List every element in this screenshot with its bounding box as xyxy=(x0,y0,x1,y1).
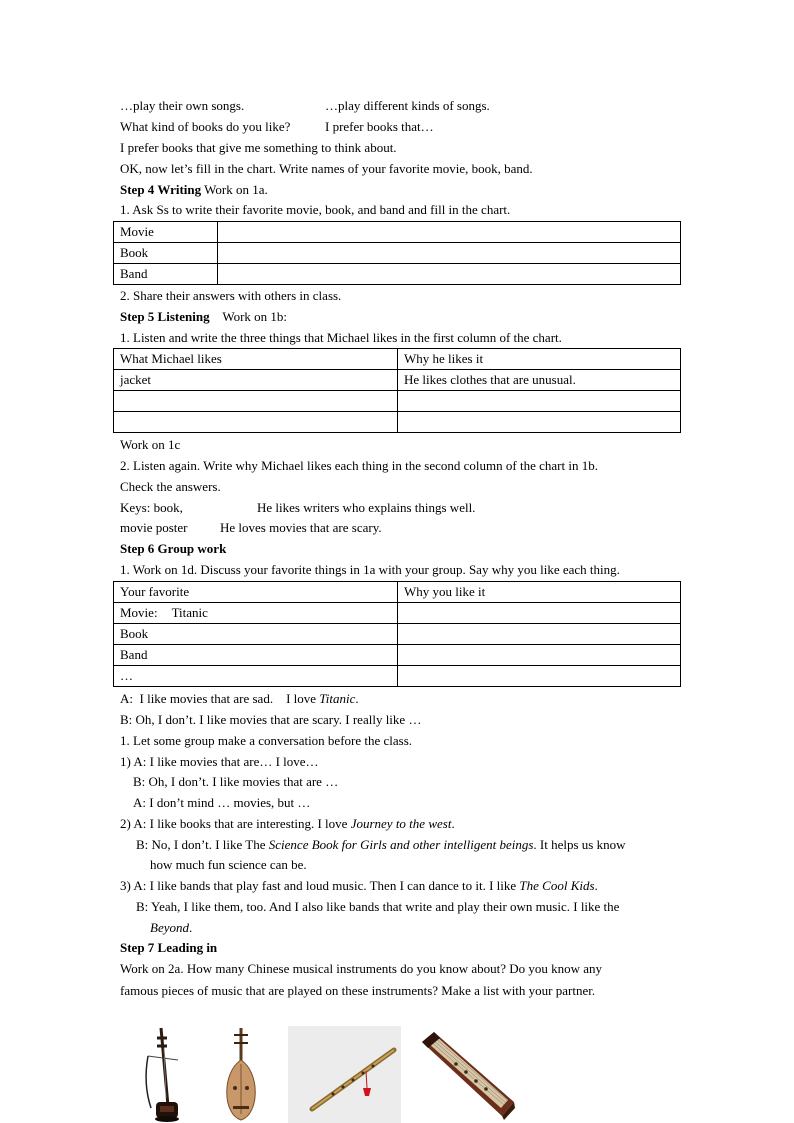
erhu-image xyxy=(134,1026,204,1123)
table-row xyxy=(114,645,681,666)
table-cell: jacket xyxy=(114,370,398,391)
line-prefer-books: I prefer books that give me something to think about. xyxy=(120,140,397,155)
check-answers: Check the answers. xyxy=(120,479,221,494)
conv2-b-cont: how much fun science can be. xyxy=(150,857,307,872)
table-row xyxy=(114,582,681,603)
step4-instruction: 1. Ask Ss to write their favorite movie, book, and band and fill in the chart. xyxy=(120,202,511,217)
table-cell: … xyxy=(114,666,398,687)
work-on-1c: Work on 1c xyxy=(120,437,181,452)
table-cell[interactable] xyxy=(398,645,681,666)
line-fill-chart: OK, now let’s fill in the chart. Write names of your favorite movie, book, band. xyxy=(120,161,533,176)
table-cell[interactable] xyxy=(398,391,681,412)
step6-group-conversation: 1. Let some group make a conversation before the class. xyxy=(120,733,413,748)
table-cell: Movie: Titanic xyxy=(114,603,398,624)
column-header: Why you like it xyxy=(398,582,681,603)
table-cell[interactable] xyxy=(398,412,681,433)
table-cell: He likes clothes that are unusual. xyxy=(398,370,681,391)
step4-share: 2. Share their answers with others in class. xyxy=(120,288,342,303)
table-cell[interactable] xyxy=(114,391,398,412)
line-play-own-songs: …play their own songs. …play different kinds of songs. xyxy=(120,98,490,113)
step6-instruction: 1. Work on 1d. Discuss your favorite things in 1a with your group. Say why you like each thing. xyxy=(120,562,620,577)
dialog-a: A: I like movies that are sad. I love Titanic. xyxy=(120,691,359,706)
group-chart xyxy=(113,581,681,687)
table-cell[interactable] xyxy=(398,624,681,645)
michael-chart xyxy=(113,348,681,433)
pipa-image xyxy=(216,1026,266,1123)
table-row xyxy=(114,370,681,391)
table-row xyxy=(114,222,681,243)
favorites-chart xyxy=(113,221,681,285)
dizi-image xyxy=(288,1026,401,1123)
column-header: Why he likes it xyxy=(398,349,681,370)
table-cell[interactable] xyxy=(398,603,681,624)
row-label: Movie xyxy=(114,222,218,243)
step7-line2: famous pieces of music that are played on these instruments? Make a list with your partner. xyxy=(120,983,596,998)
step7-line1: Work on 2a. How many Chinese musical instruments do you know about? Do you know any xyxy=(120,961,603,976)
table-cell[interactable] xyxy=(114,412,398,433)
line-books-question: What kind of books do you like? I prefer books that… xyxy=(120,119,434,134)
table-row xyxy=(114,603,681,624)
conv3-b-cont: Beyond. xyxy=(150,920,193,935)
step7-heading: Step 7 Leading in xyxy=(120,940,218,955)
guzheng-image xyxy=(416,1026,516,1123)
table-row xyxy=(114,412,681,433)
table-cell: Book xyxy=(114,624,398,645)
table-row xyxy=(114,243,681,264)
step5-listen-again: 2. Listen again. Write why Michael likes each thing in the second column of the chart in 1b. xyxy=(120,458,598,473)
row-label: Band xyxy=(114,264,218,285)
step5-instruction: 1. Listen and write the three things that Michael likes in the first column of the chart. xyxy=(120,330,562,345)
table-row xyxy=(114,624,681,645)
step4-heading: Step 4 Writing Work on 1a. xyxy=(120,182,268,197)
answer-cell[interactable] xyxy=(218,222,681,243)
answer-cell[interactable] xyxy=(218,243,681,264)
step5-heading: Step 5 Listening Work on 1b: xyxy=(120,309,288,324)
column-header: What Michael likes xyxy=(114,349,398,370)
column-header: Your favorite xyxy=(114,582,398,603)
instrument-pictures xyxy=(120,1026,540,1123)
conv1-a: 1) A: I like movies that are… I love… xyxy=(120,754,319,769)
answer-cell[interactable] xyxy=(218,264,681,285)
table-row xyxy=(114,349,681,370)
table-row xyxy=(114,391,681,412)
keys-line: Keys: book, He likes writers who explains things well. xyxy=(120,500,476,515)
conv1-b: B: Oh, I don’t. I like movies that are … xyxy=(133,774,339,789)
conv3-b: B: Yeah, I like them, too. And I also like bands that write and play their own music. I like the xyxy=(136,899,620,914)
conv1-c: A: I don’t mind … movies, but … xyxy=(133,795,311,810)
table-row xyxy=(114,666,681,687)
conv2-b: B: No, I don’t. I like The Science Book for Girls and other intelligent beings. It helps us know xyxy=(136,837,626,852)
row-label: Book xyxy=(114,243,218,264)
table-cell: Band xyxy=(114,645,398,666)
dialog-b: B: Oh, I don’t. I like movies that are scary. I really like … xyxy=(120,712,422,727)
step6-heading: Step 6 Group work xyxy=(120,541,227,556)
conv3-a: 3) A: I like bands that play fast and loud music. Then I can dance to it. I like The Cool Kids. xyxy=(120,878,598,893)
conv2-a: 2) A: I like books that are interesting. I love Journey to the west. xyxy=(120,816,455,831)
table-row xyxy=(114,264,681,285)
table-cell[interactable] xyxy=(398,666,681,687)
movie-poster-line: movie poster He loves movies that are scary. xyxy=(120,520,382,535)
